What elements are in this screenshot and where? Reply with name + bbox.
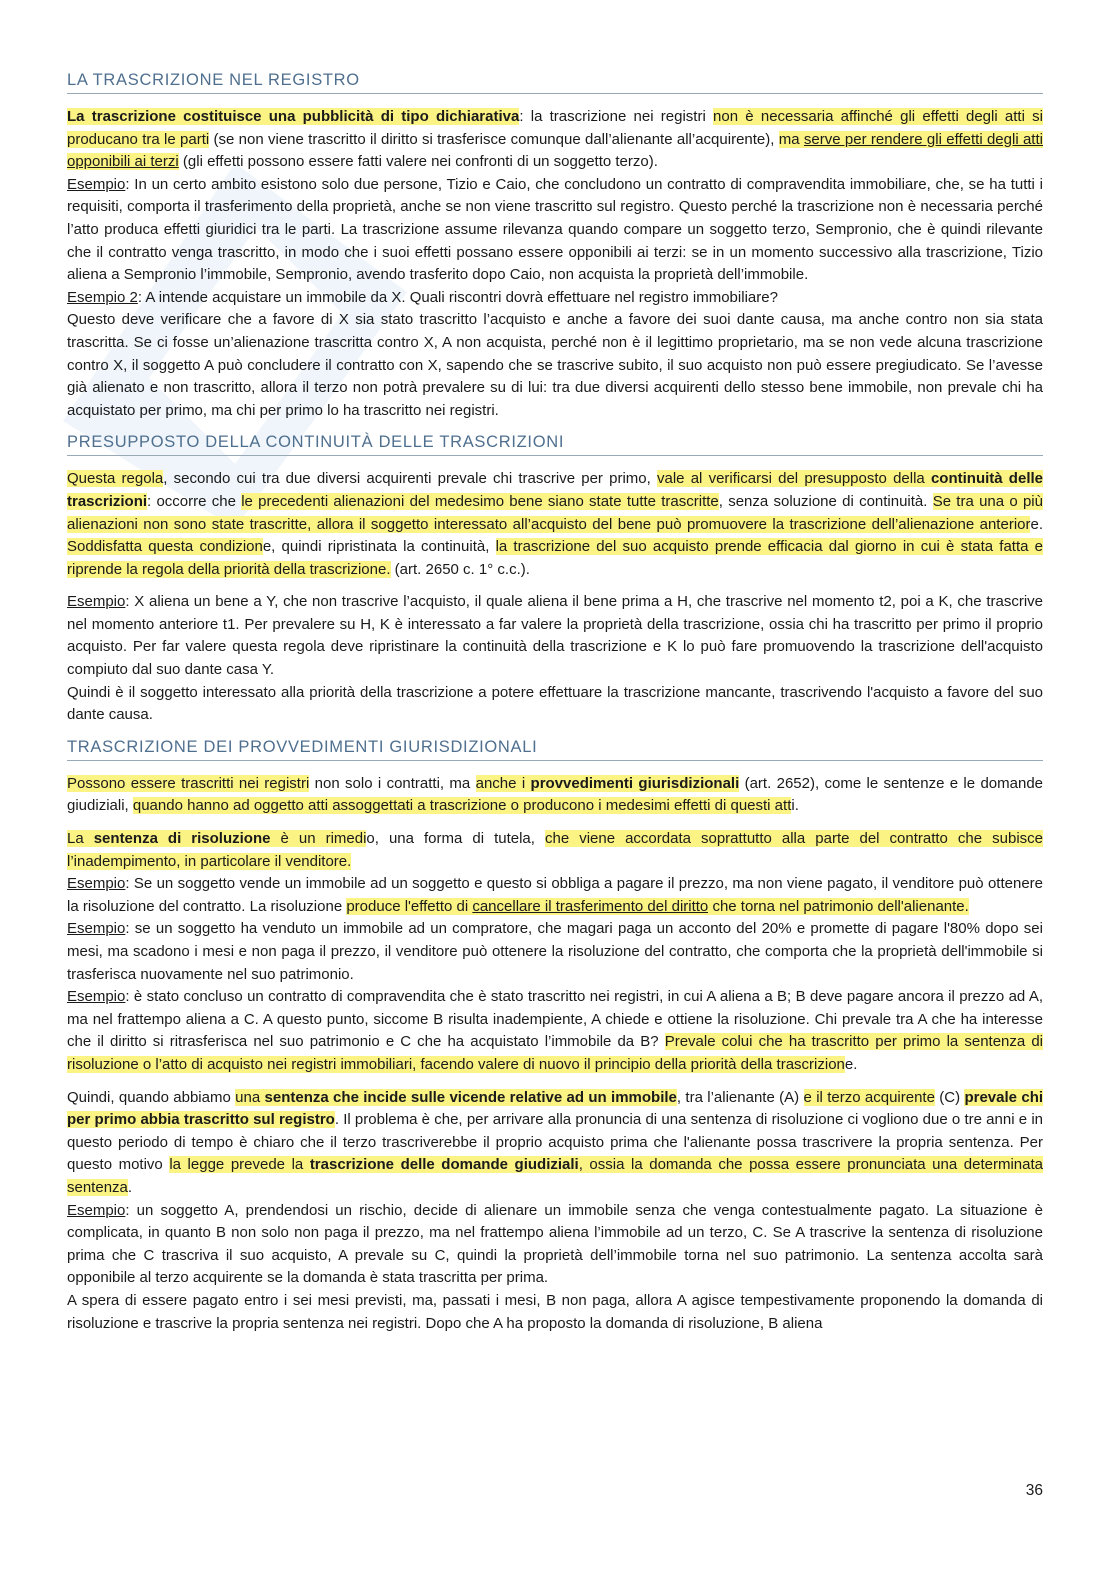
section-title-trascrizione-registro: LA TRASCRIZIONE NEL REGISTRO (67, 70, 1043, 94)
example-paragraph: Esempio: è stato concluso un contratto di compravendita che è stato trascritto nei registri, in cui A aliena a B; B deve pagare ancora il prezzo ad A, ma nel frattempo aliena a C. A questo punto, siccome B risulta inadempiente, A chiede e ottiene la risoluzione. Chi prevale tra A che ha interesse che il diritto si ritrasferisca nel suo patrimonio e C che ha acquistato l’immobile da B? Prevale colui che ha trascritto per primo la sentenza di risoluzione o l’atto di acquisto nei registri immobiliari, facendo valere di nuovo il principio della priorità della trascrizione. (67, 988, 1043, 1073)
example-paragraph: Esempio 2: A intende acquistare un immobile da X. Quali riscontri dovrà effettuare nel registro immobiliare? (67, 288, 778, 306)
document-page (67, 60, 1043, 1335)
section-title-provvedimenti: TRASCRIZIONE DEI PROVVEDIMENTI GIURISDIZIONALI (67, 737, 1043, 761)
paragraph: A spera di essere pagato entro i sei mesi previsti, ma, passati i mesi, B non paga, allora A agisce tempestivamente proponendo la domanda di risoluzione e trascrive la propria sentenza nei registri. Dopo che A ha proposto la domanda di risoluzione, B aliena (67, 1291, 1043, 1332)
section-title-continuita: PRESUPPOSTO DELLA CONTINUITÀ DELLE TRASCRIZIONI (67, 432, 1043, 456)
example-paragraph: Esempio: In un certo ambito esistono solo due persone, Tizio e Caio, che concludono un contratto di compravendita immobiliare, che, se ha tutti i requisiti, comporta il trasferimento della proprietà, anche se non viene trascritto sul registro. Questo perché la trascrizione non è necessaria perché l’atto produca effetti giuridici tra le parti. La trascrizione assume rilevanza quando compare un soggetto terzo, Sempronio, che è quindi rilevante che il contratto venga trascritto, in modo che i suoi effetti possano essere opponibili ai terzi: se in un momento successivo alla trascrizione, Tizio aliena a Sempronio l’immobile, Sempronio, avendo trasferito dopo Caio, non acquista la proprietà dell’immobile. (67, 175, 1043, 284)
paragraph: Quindi è il soggetto interessato alla priorità della trascrizione a potere effettuare la trascrizione mancante, trascrivendo l'acquisto a favore del suo dante causa. (67, 683, 1043, 724)
paragraph: Questa regola, secondo cui tra due diversi acquirenti prevale chi trascrive per primo, vale al verificarsi del presupposto della continuità delle trascrizioni: occorre che le precedenti alienazioni del medesimo bene siano state tutte trascritte, senza soluzione di continuità. Se tra una o più alienazioni non sono state trascritte, allora il soggetto interessato all’acquisto del bene può promuovere la trascrizione dell’alienazione anteriore. Soddisfatta questa condizione, quindi ripristinata la continuità, la trascrizione del suo acquisto prende efficacia dal giorno in cui è stata fatta e riprende la regola della priorità della trascrizione. (art. 2650 c. 1° c.c.). (67, 470, 1043, 578)
paragraph: Questo deve verificare che a favore di X sia stato trascritto l’acquisto e anche a favore dei suoi dante causa, ma anche contro non sia stata trascritta. Se ci fosse un’alienazione trascritta contro X, A non acquista, perché non è il legittimo proprietario, ma se non vede alcuna trascrizione contro X, il soggetto A può concludere il contratto con X, sapendo che se trascrive subito, il suo acquisto non può essere pregiudicato. Se l’avesse già alienato e non trascritto, allora il terzo non potrà prevalere su di lui: tra due diversi acquirenti dello stesso bene immobile, non prevale chi ha acquistato per primo, ma chi per primo lo ha trascritto nei registri. (67, 311, 1043, 419)
page-number: 36 (1025, 1482, 1043, 1499)
paragraph: Quindi, quando abbiamo una sentenza che incide sulle vicende relative ad un immobile, tra l’alienante (A) e il terzo acquirente (C) prevale chi per primo abbia trascritto sul registro. Il problema è che, per arrivare alla pronuncia di una sentenza di risoluzione ci vogliono due o tre anni e in questo periodo di tempo è chiaro che il terzo trascriverebbe il proprio acquisto prima che l'alienante possa trascrivere la propria sentenza. Per questo motivo la legge prevede la trascrizione delle domande giudiziali, ossia la domanda che possa essere pronunciata una determinata sentenza. (67, 1088, 1044, 1196)
example-paragraph: Esempio: X aliena un bene a Y, che non trascrive l’acquisto, il quale aliena il bene prima a H, che trascrive nel momento t2, poi a K, che trascrive nel momento anteriore t1. Per prevalere su H, K è interessato a far valere la proprietà della trascrizione, ossia chi ha trascritto per primo il proprio acquisto. Per far valere questa regola deve ripristinare la continuità della trascrizione e K lo può fare promuovendo la trascrizione dell'acquisto compiuto dal suo dante casa Y. (67, 593, 1043, 679)
paragraph: Possono essere trascritti nei registri non solo i contratti, ma anche i provvedimenti giurisdizionali (art. 2652), come le sentenze e le domande giudiziali, quando hanno ad oggetto atti assoggettati a trascrizione o producono i medesimi effetti di questi atti. (67, 774, 1044, 815)
example-paragraph: Esempio: se un soggetto ha venduto un immobile ad un compratore, che magari paga un acconto del 20% e promette di pagare l'80% dopo sei mesi, ma scadono i mesi e non paga il prezzo, il venditore può ottenere la risoluzione del contratto, che comporta che la proprietà dell'immobile si trasferisca nuovamente nel suo patrimonio. (67, 920, 1043, 983)
paragraph: La sentenza di risoluzione è un rimedio, una forma di tutela, che viene accordata soprattutto alla parte del contratto che subisce l’inadempimento, in particolare il venditore. (67, 830, 1043, 870)
example-paragraph: Esempio: Se un soggetto vende un immobile ad un soggetto e questo si obbliga a pagare il prezzo, ma non viene pagato, il venditore può ottenere la risoluzione del contratto. La risoluzione produce l'effetto di cancellare il trasferimento del diritto che torna nel patrimonio dell'alienante. (67, 875, 1043, 915)
example-paragraph: Esempio: un soggetto A, prendendosi un rischio, decide di alienare un immobile senza che venga contestualmente pagato. La situazione è complicata, in quanto B non solo non paga il prezzo, ma nel frattempo aliena l’immobile ad un terzo, C. Se A trascrive la sentenza di risoluzione prima che C trascriva il suo acquisto, A prevale su C, quindi la proprietà dell’immobile torna nel suo patrimonio. La sentenza accolta sarà opponibile al terzo acquirente se la domanda è stata trascritta per prima. (67, 1201, 1043, 1287)
paragraph: La trascrizione costituisce una pubblicità di tipo dichiarativa: la trascrizione nei registri non è necessaria affinché gli effetti degli atti si producano tra le parti (se non viene trascritto il diritto si trasferisce comunque dall’alienante all’acquirente), ma serve per rendere gli effetti degli atti opponibili ai terzi (gli effetti possono essere fatti valere nei confronti di un soggetto terzo). (67, 108, 1043, 171)
